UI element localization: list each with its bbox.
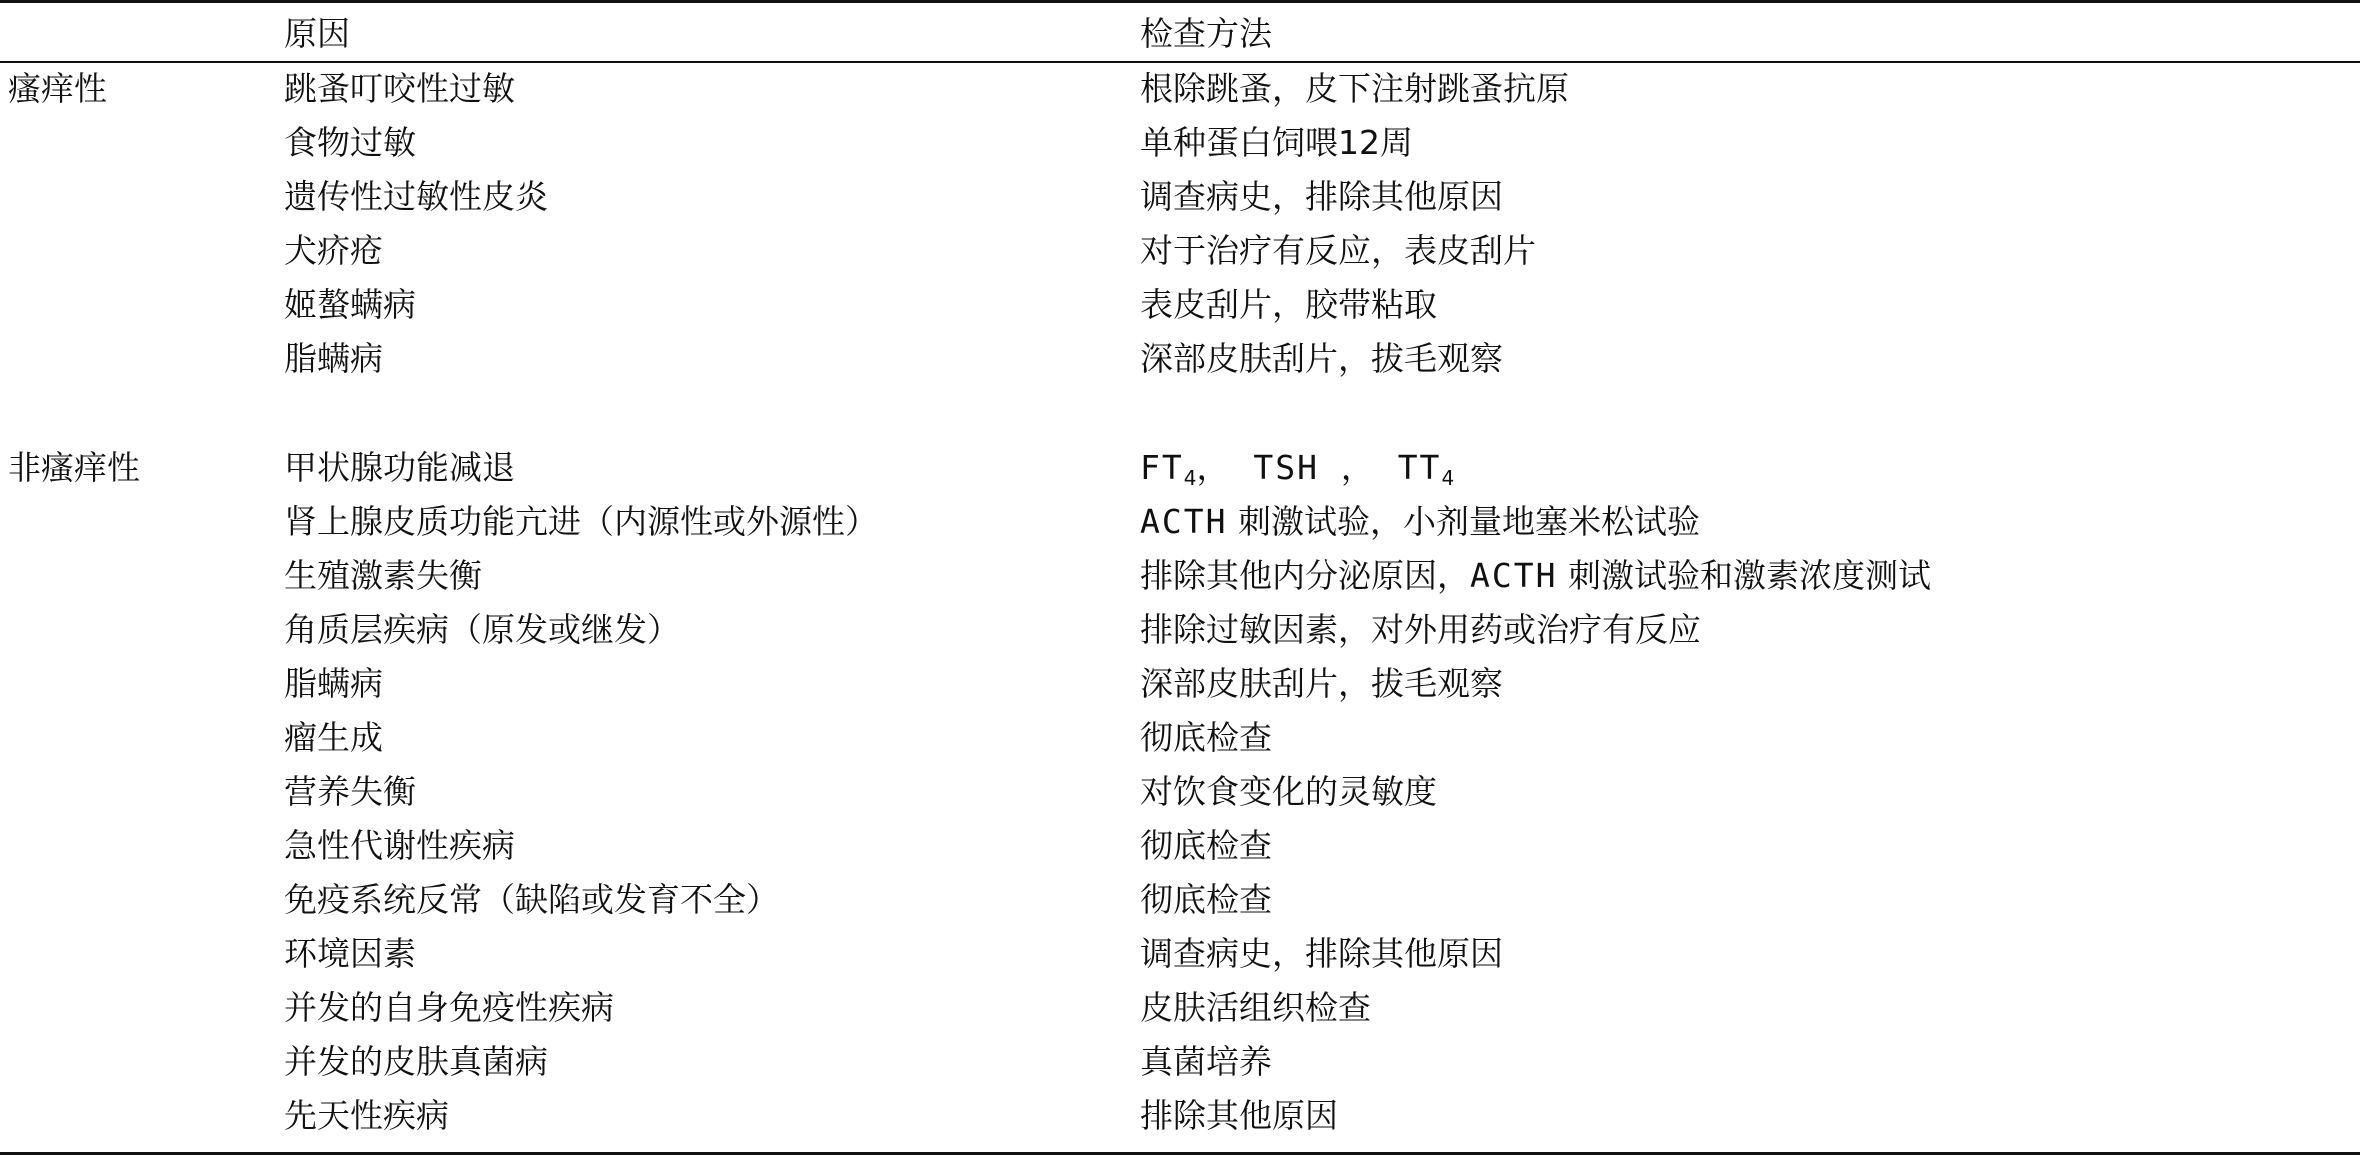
method-text: FT <box>1140 448 1184 487</box>
row-method: 排除过敏因素，对外用药或治疗有反应 <box>1140 610 1701 649</box>
row-method: 调查病史，排除其他原因 <box>1140 934 1503 973</box>
row-cause: 遗传性过敏性皮炎 <box>284 177 548 216</box>
row-cause: 并发的自身免疫性疾病 <box>284 988 614 1027</box>
row-method: 对饮食变化的灵敏度 <box>1140 772 1437 811</box>
row-method: 彻底检查 <box>1140 718 1272 757</box>
header-method: 检查方法 <box>1140 14 1272 53</box>
row-cause: 姬螯螨病 <box>284 285 416 324</box>
method-text: ， TSH ， TT <box>1196 448 1442 487</box>
method-text: 刺激试验，小剂量地塞米松试验 <box>1237 502 1700 541</box>
row-cause: 甲状腺功能减退 <box>284 448 515 487</box>
row-cause: 瘤生成 <box>284 718 383 757</box>
method-text: 刺激试验和激素浓度测试 <box>1567 556 1931 595</box>
row-method: 真菌培养 <box>1140 1042 1272 1081</box>
row-cause: 免疫系统反常（缺陷或发育不全） <box>284 880 779 919</box>
row-method: 表皮刮片，胶带粘取 <box>1140 285 1437 324</box>
category-label: 瘙痒性 <box>8 69 107 108</box>
row-cause: 角质层疾病（原发或继发） <box>284 610 680 649</box>
row-cause: 环境因素 <box>284 934 416 973</box>
row-method: 彻底检查 <box>1140 880 1272 919</box>
method-text: ACTH <box>1140 502 1228 541</box>
row-method: 单种蛋白饲喂12周 <box>1140 123 1413 162</box>
method-text: ACTH <box>1470 556 1558 595</box>
row-cause: 脂螨病 <box>284 339 383 378</box>
row-method <box>1140 556 1931 596</box>
row-method <box>1140 448 1454 488</box>
row-cause: 生殖激素失衡 <box>284 556 482 595</box>
row-cause: 犬疥疮 <box>284 231 383 270</box>
row-method <box>1140 502 1700 542</box>
row-method: 深部皮肤刮片，拔毛观察 <box>1140 664 1503 703</box>
row-cause: 急性代谢性疾病 <box>284 826 515 865</box>
row-method: 排除其他原因 <box>1140 1096 1338 1135</box>
table-top-rule <box>0 0 2360 3</box>
row-cause: 跳蚤叮咬性过敏 <box>284 69 515 108</box>
row-method: 对于治疗有反应，表皮刮片 <box>1140 231 1536 270</box>
category-label: 非瘙痒性 <box>8 448 140 487</box>
row-method: 根除跳蚤，皮下注射跳蚤抗原 <box>1140 69 1569 108</box>
row-method: 深部皮肤刮片，拔毛观察 <box>1140 339 1503 378</box>
subscript: 4 <box>1441 466 1455 490</box>
row-method: 皮肤活组织检查 <box>1140 988 1371 1027</box>
header-cause: 原因 <box>284 14 350 53</box>
table-header-rule <box>0 61 2360 63</box>
row-cause: 营养失衡 <box>284 772 416 811</box>
table-bottom-rule <box>0 1152 2360 1155</box>
row-cause: 先天性疾病 <box>284 1096 449 1135</box>
row-method: 调查病史，排除其他原因 <box>1140 177 1503 216</box>
row-method: 彻底检查 <box>1140 826 1272 865</box>
row-cause: 食物过敏 <box>284 123 416 162</box>
row-cause: 脂螨病 <box>284 664 383 703</box>
method-text: 排除其他内分泌原因， <box>1140 556 1470 595</box>
row-cause: 肾上腺皮质功能亢进（内源性或外源性） <box>284 502 878 541</box>
row-cause: 并发的皮肤真菌病 <box>284 1042 548 1081</box>
subscript: 4 <box>1183 466 1197 490</box>
